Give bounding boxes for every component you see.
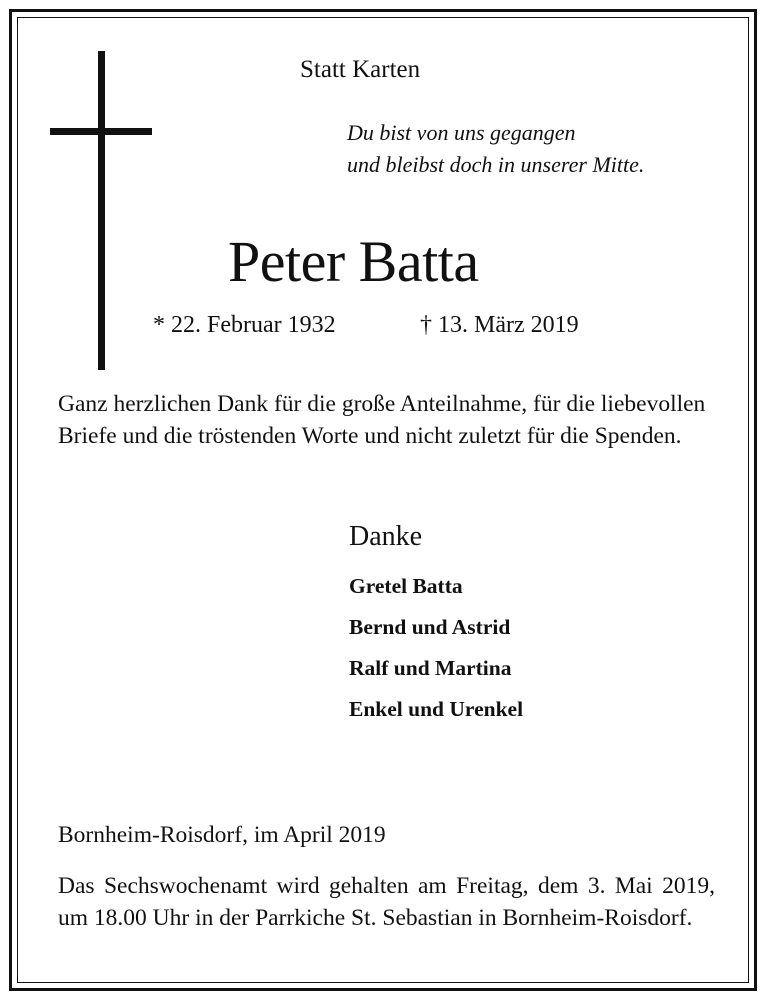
- motto-line-2: und bleibst doch in unserer Mitte.: [347, 152, 645, 177]
- motto-verse: [347, 117, 644, 181]
- signer-name: Bernd und Astrid: [349, 615, 511, 639]
- signer-list: [349, 566, 523, 730]
- death-date: † 13. März 2019: [420, 312, 579, 338]
- thanks-paragraph: Ganz herzlichen Dank für die große Anteilnahme, für die liebevollen Briefe und die tröstenden Worte und nicht zuletzt für die Spenden.: [58, 391, 706, 449]
- service-notice: Das Sechswochenamt wird gehalten am Freitag, dem 3. Mai 2019, um 18.00 Uhr in der Parrkiche St. Sebastian in Bornheim-Roisdorf.: [58, 873, 715, 931]
- signer-name: Enkel und Urenkel: [349, 697, 524, 721]
- signer-name: Gretel Batta: [349, 574, 463, 598]
- birth-date: * 22. Februar 1932: [153, 312, 336, 338]
- cross-horizontal-bar: [50, 128, 152, 135]
- signer-name: Ralf und Martina: [349, 656, 512, 680]
- place-and-date: Bornheim-Roisdorf, im April 2019: [58, 822, 386, 848]
- motto-line-1: Du bist von uns gegangen: [347, 120, 576, 145]
- deceased-name: Peter Batta: [228, 229, 479, 294]
- danke-label: Danke: [349, 521, 423, 552]
- cross-vertical-bar: [98, 51, 105, 370]
- statt-karten-heading: Statt Karten: [300, 56, 421, 83]
